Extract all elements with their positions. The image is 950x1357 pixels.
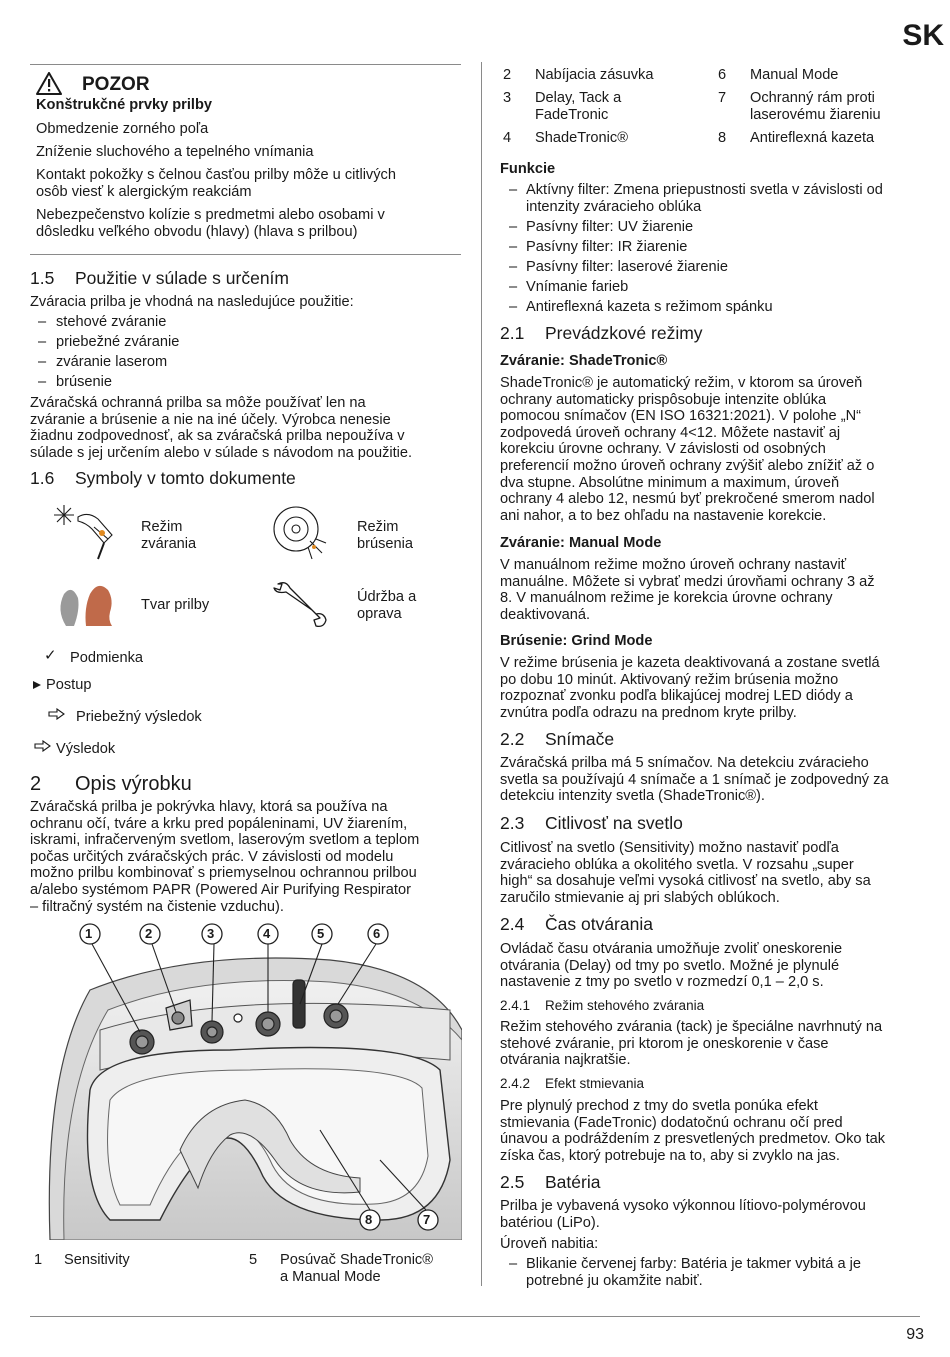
sensors-text: Zváračská prilba má 5 snímačov. Na detekciu zváracieho svetla sa používajú 4 snímače a 1 snímač je zodpovedný za detekciu intenzity svetla (ShadeTronic®). (500, 755, 889, 805)
callout-number: 6 (373, 926, 381, 941)
grinding-mode-label: Režim brúsenia (357, 519, 413, 552)
section-heading-2-1: 2.1 Prevádzkové režimy (500, 323, 703, 343)
welding-mode-label: Režim zvárania (141, 519, 197, 552)
helmet-shape-icon (56, 580, 114, 626)
charge-level-label: Úroveň nabitia: (500, 1236, 599, 1252)
warning-top-rule (30, 64, 461, 65)
part-number: 5 (249, 1252, 258, 1268)
condition-label: Podmienka (70, 650, 144, 666)
grind-mode-text: V režime brúsenia je kazeta deaktivovaná a zostane svetlá po dobu 10 minút. Aktivovaný režim brúsenia možno rozpoznať zvonku podľa blikajúcej modrej LED diódy a zvnútra podľa odrazu na prednom kryte prilby. (500, 655, 880, 721)
part-label: Delay, Tack a FadeTronic (535, 90, 622, 123)
warning-bottom-rule (30, 254, 461, 255)
procedure-label: Postup (46, 677, 92, 693)
helmet-shape-label: Tvar prilby (141, 597, 210, 613)
manual-mode-text: V manuálnom režime možno úroveň ochrany nastaviť manuálne. Môžete si vybrať medzi úrovňami ochrany 3 až 8. V manuálnom režime je korekcia úrovne ochrany deaktivovaná. (500, 557, 875, 623)
footer-divider (30, 1316, 920, 1317)
result-label: Výsledok (56, 741, 116, 757)
fade-text: Pre plynulý prechod z tmy do svetla ponúka efekt stmievania (FadeTronic) dodatočnú ochranu očí pred únavou a podráždením z presvetlených predmetov. Oko tak získa čas, ktorý potrebuje na to, aby si zvyklo na jas. (500, 1098, 886, 1164)
warning-title: POZOR (82, 74, 150, 95)
section-heading-1-6: 1.6 Symboly v tomto dokumente (30, 468, 296, 488)
part-label: Posúvač ShadeTronic® a Manual Mode (280, 1252, 433, 1285)
section-heading-2: 2 Opis výrobku (30, 773, 192, 795)
part-number: 6 (718, 67, 727, 83)
interim-result-label: Priebežný výsledok (76, 709, 202, 725)
warning-item-line: Kontakt pokožky s čelnou časťou prilby môže u citlivých (36, 167, 396, 183)
result-arrow-icon (34, 740, 52, 752)
warning-item (36, 207, 385, 240)
section-heading-2-2: 2.2 Snímače (500, 729, 615, 749)
part-label: Sensitivity (64, 1252, 130, 1268)
warning-item-line: osôb viesť k alergickým reakciám (36, 183, 252, 200)
column-divider (481, 62, 482, 1286)
language-code: SK (902, 19, 944, 52)
warning-item: Zníženie sluchového a tepelného vnímania (36, 144, 314, 160)
section-heading-2-4: 2.4 Čas otvárania (500, 914, 653, 934)
helmet-illustration (30, 920, 462, 1240)
wrench-icon (272, 578, 328, 630)
manual-mode-heading: Zváranie: Manual Mode (500, 535, 662, 551)
callout-number: 3 (207, 926, 215, 941)
callout-number: 2 (145, 926, 153, 941)
warning-item: Obmedzenie zorného poľa (36, 121, 209, 137)
helmet-figure (30, 920, 462, 1240)
part-number: 1 (34, 1252, 43, 1268)
interim-result-arrow-icon (48, 708, 66, 720)
warning-item-line: Nebezpečenstvo kolízie s predmetmi alebo osobami v (36, 207, 385, 223)
part-label: Ochranný rám proti laserovému žiareniu (750, 90, 881, 123)
sensitivity-text: Citlivosť na svetlo (Sensitivity) možno nastaviť podľa zváracieho oblúka a okolitého svetla. V rozsahu „super high“ sa dosahuje veľmi vysoká citlivosť na svetlo, aby sa zaručilo stmievanie aj pri slabých oblúkoch. (500, 840, 871, 906)
part-label: Antireflexná kazeta (750, 130, 875, 146)
part-number: 8 (718, 130, 727, 146)
battery-text: Prilba je vybavená vysoko výkonnou lítiovo-polymérovou batériou (LiPo). (500, 1198, 866, 1231)
welding-torch-icon (52, 503, 122, 563)
warning-triangle-icon (36, 72, 62, 95)
delay-text: Ovládač času otvárania umožňuje zvoliť oneskorenie otvárania (Delay) od tmy po svetlo. Možné je plynulé nastavenie z tmy po svetlo v rozmedzí 0,1 – 2,0 s. (500, 941, 843, 991)
functions-heading: Funkcie (500, 161, 556, 177)
warning-item-line: dôsledku veľkého obvodu (hlavy) (hlava s prilbou) (36, 223, 358, 240)
warning-subtitle: Konštrukčné prvky prilby (36, 97, 212, 113)
callout-number: 5 (317, 926, 325, 941)
section-2-text: Zváračská prilba je pokrývka hlavy, ktorá sa používa na ochranu očí, tváre a krku pred popáleninami, UV žiarením, iskrami, infračerveným svetlom, laserovým svetlom a teplom počas určitých zváračských prác. V závislosti od modelu možno prilbu kombinovať s priemyselnou ochrannou prilbou a/alebo systémom PAPR (Powered Air Purifying Respirator – filtračný systém na čistenie vzduchu). (30, 799, 420, 915)
tack-text: Režim stehového zvárania (tack) je špeciálne navrhnutý na stehové zváranie, pri ktorom je oneskorenie v čase otvárania najkratšie. (500, 1019, 883, 1069)
callout-number: 8 (365, 1212, 373, 1227)
section-heading-2-3: 2.3 Citlivosť na svetlo (500, 813, 683, 833)
part-label: ShadeTronic® (535, 130, 628, 146)
warning-item (36, 167, 396, 200)
subsection-heading-2-4-1: 2.4.1 Režim stehového zvárania (500, 998, 705, 1013)
grinding-disc-icon (270, 503, 330, 563)
part-number: 2 (503, 67, 512, 83)
part-label: Nabíjacia zásuvka (535, 67, 654, 83)
callout-number: 7 (423, 1212, 431, 1227)
section-1-5-intro: Zváracia prilba je vhodná na nasledujúce použitie: (30, 294, 354, 310)
part-number: 3 (503, 90, 512, 106)
play-arrow-icon (32, 680, 42, 690)
callout-number: 4 (263, 926, 271, 941)
section-heading-2-5: 2.5 Batéria (500, 1172, 601, 1192)
section-1-5-text: Zváračská ochranná prilba sa môže používať len na zváranie a brúsenie a nie na iné účely. Výrobca nenesie žiadnu zodpovednosť, ak sa zváračská prilba nepoužíva v súlade s jej určením alebo v súlade s návodom na použitie. (30, 395, 413, 461)
part-label: Manual Mode (750, 67, 839, 83)
part-number: 4 (503, 130, 512, 146)
shadetronic-text: ShadeTronic® je automatický režim, v ktorom sa úroveň ochrany automaticky prispôsobuje intenzite oblúka pomocou snímačov (EN ISO 16321:2021). V polohe „N“ zodpovedá úroveň ochrany 4<12. Môžete nastaviť aj korekciu úrovne ochrany. V závislosti od osobných preferencií možno úroveň ochrany zvýšiť alebo znížiť až o dva stupne. Absolútne minimum a maximum, úroveň ochrany 4 alebo 12, nesmú byť prekročené smerom nadol ani nahor, a to bez ohľadu na nastavenie korekcie. (500, 375, 875, 524)
part-number: 7 (718, 90, 727, 106)
shadetronic-heading: Zváranie: ShadeTronic® (500, 353, 668, 369)
subsection-heading-2-4-2: 2.4.2 Efekt stmievania (500, 1076, 645, 1091)
maintenance-label: Údržba a oprava (357, 589, 417, 622)
page-number: 93 (906, 1326, 924, 1343)
grind-mode-heading: Brúsenie: Grind Mode (500, 633, 653, 649)
checkmark-icon: ✓ (44, 647, 57, 664)
callout-number: 1 (85, 926, 93, 941)
section-heading-1-5: 1.5 Použitie v súlade s určením (30, 268, 289, 288)
